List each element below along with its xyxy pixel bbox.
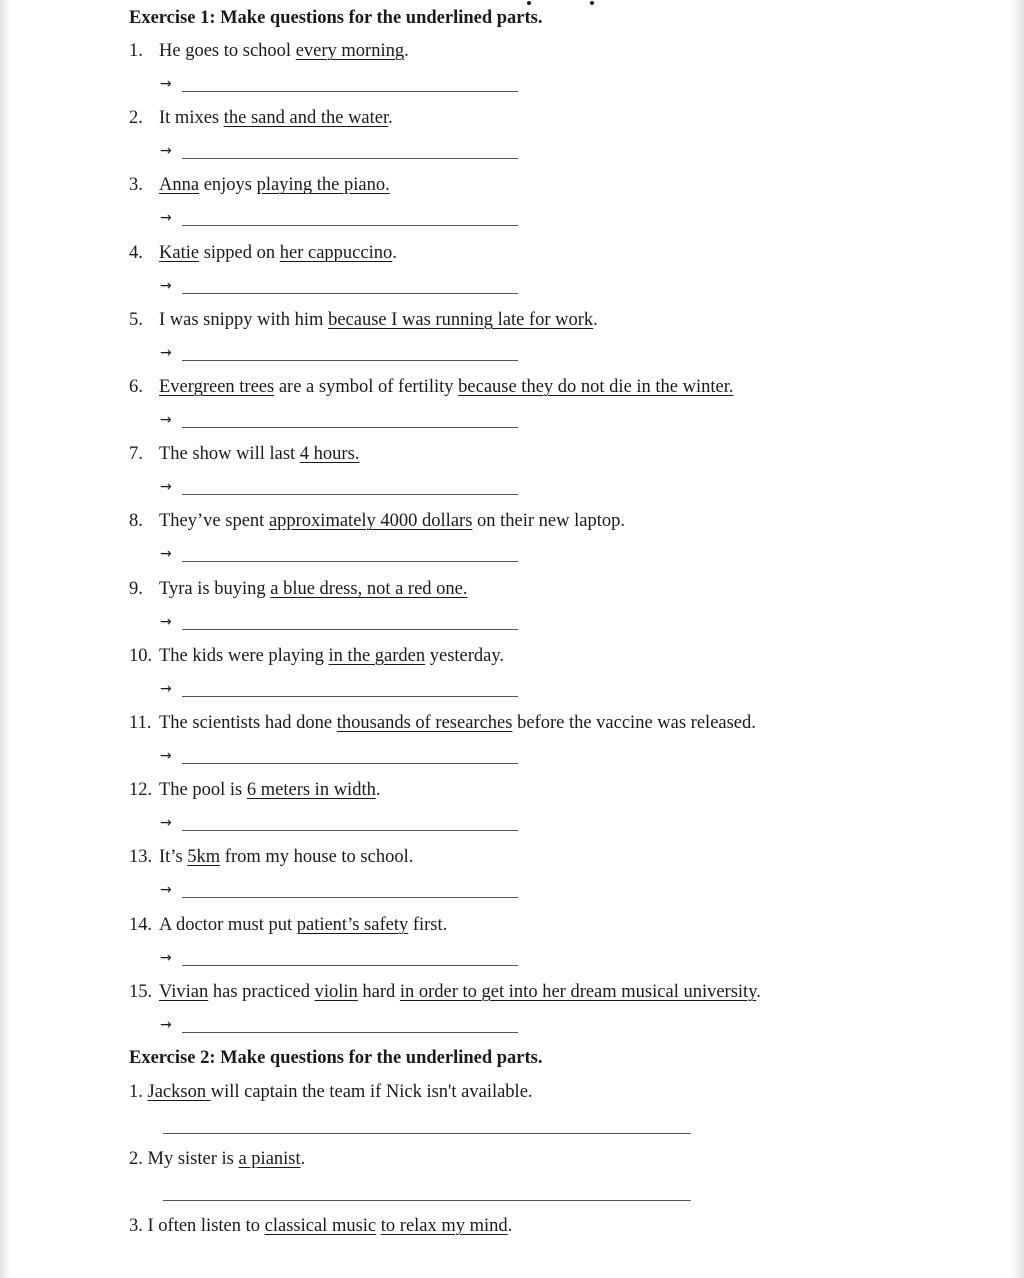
underlined-part: 5km — [187, 847, 221, 868]
sentence-text: from my house to school. — [220, 847, 414, 868]
question-item — [129, 308, 598, 332]
sentence-text: . — [593, 309, 598, 330]
underlined-part: 6 meters in width — [246, 780, 376, 801]
answer-blank-line[interactable] — [182, 427, 518, 428]
answer-blank-line[interactable] — [182, 494, 518, 495]
underlined-part: to relax my mind — [380, 1216, 508, 1236]
sentence-text: enjoys — [199, 175, 257, 196]
question-item — [129, 845, 413, 869]
underlined-part: Katie — [159, 242, 200, 263]
question-number: 6. — [129, 377, 143, 397]
question-item — [129, 39, 409, 63]
underlined-part: Anna — [159, 175, 200, 196]
exercise-2-title: Exercise 2: Make questions for the underlined parts. — [129, 1048, 543, 1068]
answer-blank-line[interactable] — [182, 561, 518, 562]
question-item — [129, 241, 397, 265]
sentence-text: yesterday. — [425, 645, 505, 666]
sentence-text: I was snippy with him — [159, 309, 329, 330]
question-item — [129, 106, 393, 130]
arrow-icon: → — [160, 815, 172, 832]
answer-blank-line[interactable] — [182, 1032, 518, 1033]
sentence-text: He goes to school — [159, 41, 296, 61]
underlined-part: 4 hours. — [299, 444, 360, 465]
underlined-part: every morning — [295, 41, 405, 61]
sentence-text: . — [507, 1216, 513, 1236]
question-item — [129, 1214, 512, 1238]
stray-dot — [590, 1, 594, 5]
arrow-icon: → — [160, 210, 172, 227]
sentence-text: It mixes — [159, 108, 224, 129]
arrow-icon: → — [160, 479, 172, 496]
arrow-icon: → — [160, 546, 172, 563]
sentence-text: . — [404, 41, 409, 61]
sentence-text: I often listen to — [147, 1216, 265, 1236]
question-number: 3. — [129, 175, 143, 196]
answer-blank-line[interactable] — [182, 360, 518, 361]
underlined-part: thousands of researches — [336, 713, 513, 733]
answer-blank-line[interactable] — [182, 830, 518, 831]
question-item — [129, 1147, 305, 1171]
sentence-text: has practiced — [208, 981, 315, 1002]
sentence-text: hard — [357, 981, 400, 1002]
question-number: 1. — [129, 1082, 148, 1102]
answer-blank-line[interactable] — [163, 1200, 691, 1201]
answer-blank-line[interactable] — [182, 763, 518, 764]
sentence-text: It’s — [159, 847, 188, 868]
question-number: 13. — [129, 847, 153, 868]
sentence-text: They’ve spent — [159, 511, 269, 532]
sentence-text: The pool is — [159, 780, 247, 801]
sentence-text: sipped on — [199, 242, 280, 263]
question-item — [129, 375, 734, 399]
question-item — [129, 644, 504, 668]
answer-blank-line[interactable] — [182, 696, 518, 697]
answer-blank-line[interactable] — [182, 629, 518, 630]
underlined-part: a pianist — [238, 1149, 301, 1169]
sentence-text: The kids were playing — [159, 645, 329, 666]
arrow-icon: → — [160, 76, 172, 92]
question-number: 9. — [129, 578, 143, 599]
answer-blank-line[interactable] — [182, 91, 518, 92]
question-number: 2. — [129, 1149, 148, 1169]
underlined-part: a blue dress, not a red one. — [270, 578, 468, 599]
underlined-part: classical music — [264, 1216, 377, 1236]
sentence-text: Tyra is buying — [159, 578, 271, 599]
sentence-text: are a symbol of fertility — [274, 377, 459, 397]
underlined-part: approximately 4000 dollars — [268, 511, 473, 532]
sentence-text: . — [756, 981, 761, 1002]
answer-blank-line[interactable] — [163, 1133, 691, 1134]
question-number: 4. — [129, 242, 143, 263]
sentence-text: The show will last — [159, 444, 300, 465]
underlined-part: Jackson — [147, 1082, 211, 1102]
exercise-1-title: Exercise 1: Make questions for the underlined parts. — [129, 8, 543, 28]
answer-blank-line[interactable] — [182, 965, 518, 966]
question-number: 15. — [129, 981, 153, 1002]
question-number: 5. — [129, 309, 143, 330]
question-item — [129, 778, 380, 802]
arrow-icon: → — [160, 412, 172, 428]
answer-blank-line[interactable] — [182, 897, 518, 898]
answer-blank-line[interactable] — [182, 225, 518, 226]
sentence-text: before the vaccine was released. — [512, 713, 756, 733]
sentence-text: My sister is — [147, 1149, 239, 1169]
page-right-edge — [1010, 0, 1024, 1278]
question-item — [129, 577, 468, 601]
question-item — [129, 711, 756, 735]
arrow-icon: → — [160, 277, 172, 294]
page-left-edge — [0, 0, 12, 1278]
sentence-text: . — [388, 108, 393, 129]
underlined-part: Evergreen trees — [159, 377, 275, 397]
question-number: 10. — [129, 645, 153, 666]
underlined-part: playing the piano. — [256, 175, 390, 196]
underlined-part: because I was running late for work — [328, 309, 594, 330]
worksheet-page — [129, 0, 1009, 1278]
sentence-text: will captain the team if Nick isn't available. — [210, 1082, 533, 1102]
question-item — [129, 509, 625, 533]
underlined-part: Vivian — [159, 981, 209, 1002]
arrow-icon: → — [160, 680, 172, 697]
sentence-text: on their new laptop. — [472, 511, 625, 532]
sentence-text: first. — [408, 914, 448, 935]
sentence-text: . — [375, 780, 381, 801]
answer-blank-line[interactable] — [182, 293, 518, 294]
sentence-text: The scientists had done — [159, 713, 337, 733]
arrow-icon: → — [160, 143, 172, 160]
question-item — [129, 913, 447, 937]
question-number: 14. — [129, 914, 153, 935]
sentence-text: . — [300, 1149, 306, 1169]
arrow-icon: → — [160, 882, 172, 899]
underlined-part: violin — [314, 981, 358, 1002]
underlined-part: in order to get into her dream musical university — [399, 981, 757, 1002]
arrow-icon: → — [160, 1016, 172, 1033]
question-number: 11. — [129, 713, 152, 733]
sentence-text: . — [392, 242, 397, 263]
arrow-icon: → — [160, 613, 172, 630]
question-item — [129, 980, 761, 1004]
question-item — [129, 442, 359, 466]
arrow-icon: → — [160, 949, 172, 966]
underlined-part: the sand and the water — [223, 108, 389, 129]
sentence-text: A doctor must put — [159, 914, 297, 935]
underlined-part: her cappuccino — [279, 242, 393, 263]
arrow-icon: → — [160, 748, 172, 764]
question-item — [129, 1080, 533, 1104]
arrow-icon: → — [160, 344, 172, 361]
underlined-part: in the garden — [328, 645, 426, 666]
question-number: 3. — [129, 1216, 148, 1236]
stray-dot — [527, 1, 531, 5]
question-item — [129, 173, 390, 197]
underlined-part: patient’s safety — [296, 914, 409, 935]
question-number: 1. — [129, 41, 143, 61]
question-number: 8. — [129, 511, 143, 532]
underlined-part: because they do not die in the winter. — [458, 377, 734, 397]
question-number: 12. — [129, 780, 153, 801]
question-number: 7. — [129, 444, 143, 465]
answer-blank-line[interactable] — [182, 158, 518, 159]
question-number: 2. — [129, 108, 143, 129]
